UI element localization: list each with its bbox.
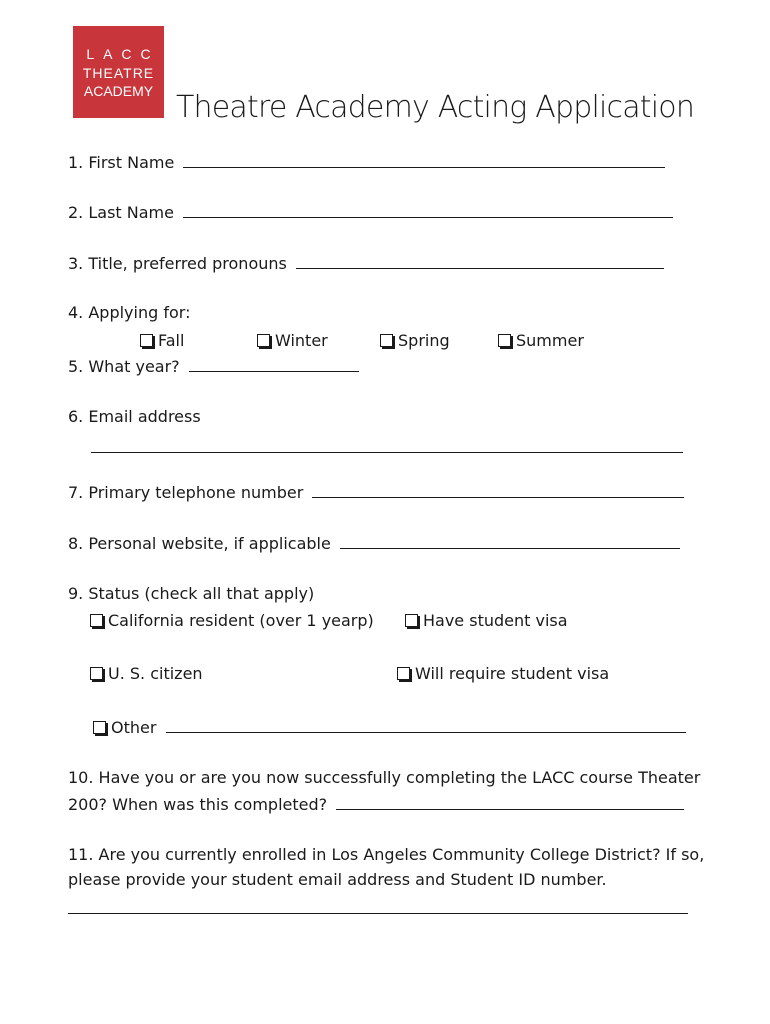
option-ca-resident-label: California resident (over 1 yearp) [108, 611, 374, 630]
option-student-visa[interactable] [405, 608, 568, 634]
option-other[interactable] [93, 714, 686, 741]
option-ca-resident[interactable] [90, 608, 374, 634]
email-field[interactable] [91, 452, 683, 453]
checkbox-other[interactable] [93, 721, 106, 734]
option-winter-label: Winter [275, 331, 328, 350]
status-label: 9. Status (check all that apply) [68, 584, 315, 603]
question-email [68, 404, 201, 430]
question-enrolled-line2: please provide your student email address and Student ID number. [68, 870, 607, 889]
option-us-citizen[interactable] [90, 661, 203, 687]
question-status [68, 581, 314, 607]
telephone-label: 7. Primary telephone number [68, 483, 304, 502]
checkbox-us-citizen[interactable] [90, 667, 103, 680]
option-student-visa-label: Have student visa [423, 611, 568, 630]
question-theater-200-line1: 10. Have you or are you now successfully completing the LACC course Theater [68, 768, 701, 787]
what-year-label: 5. What year? [68, 357, 180, 376]
what-year-field[interactable] [189, 353, 359, 372]
website-field[interactable] [340, 530, 680, 549]
question-enrolled-line1: 11. Are you currently enrolled in Los Angeles Community College District? If so, [68, 845, 705, 864]
option-fall[interactable] [140, 328, 184, 354]
question-theater-200-line2 [68, 791, 684, 818]
option-require-visa-label: Will require student visa [415, 664, 610, 683]
option-summer[interactable] [498, 328, 584, 354]
option-us-citizen-label: U. S. citizen [108, 664, 203, 683]
option-spring[interactable] [380, 328, 450, 354]
first-name-label: 1. First Name [68, 153, 175, 172]
last-name-label: 2. Last Name [68, 203, 174, 222]
first-name-field[interactable] [183, 149, 665, 168]
logo-text-lacc: LACC [86, 45, 160, 62]
option-other-label: Other [111, 718, 157, 737]
question-website [68, 530, 680, 557]
option-winter[interactable] [257, 328, 328, 354]
question-telephone [68, 479, 684, 506]
enrolled-field[interactable] [68, 913, 688, 914]
checkbox-require-visa[interactable] [397, 667, 410, 680]
checkbox-winter[interactable] [257, 334, 270, 347]
question-pronouns [68, 250, 664, 277]
website-label: 8. Personal website, if applicable [68, 534, 331, 553]
checkbox-student-visa[interactable] [405, 614, 418, 627]
last-name-field[interactable] [183, 199, 673, 218]
applying-for-label: 4. Applying for: [68, 303, 191, 322]
other-field[interactable] [166, 714, 686, 733]
option-require-visa[interactable] [397, 661, 609, 687]
logo-text-theatre: THEATRE [82, 64, 155, 81]
option-spring-label: Spring [398, 331, 450, 350]
checkbox-ca-resident[interactable] [90, 614, 103, 627]
checkbox-spring[interactable] [380, 334, 393, 347]
question-applying-for [68, 300, 190, 326]
question-first-name [68, 149, 665, 176]
question-what-year [68, 353, 359, 380]
telephone-field[interactable] [312, 479, 684, 498]
logo-text-academy: ACADEMY [83, 82, 154, 99]
lacc-theatre-academy-logo [73, 26, 164, 118]
pronouns-field[interactable] [296, 250, 664, 269]
option-summer-label: Summer [516, 331, 584, 350]
theater-200-field[interactable] [336, 791, 684, 810]
pronouns-label: 3. Title, preferred pronouns [68, 254, 287, 273]
option-fall-label: Fall [158, 331, 185, 350]
page-title: Theatre Academy Acting Application [176, 90, 695, 125]
checkbox-summer[interactable] [498, 334, 511, 347]
checkbox-fall[interactable] [140, 334, 153, 347]
question-last-name [68, 199, 673, 226]
email-label: 6. Email address [68, 407, 201, 426]
theater-200-label: 200? When was this completed? [68, 795, 328, 814]
